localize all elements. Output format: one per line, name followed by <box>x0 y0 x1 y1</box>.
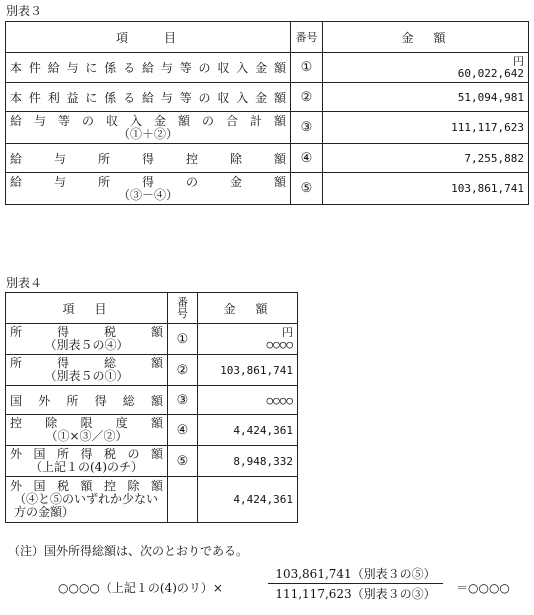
table3-row <box>6 173 529 205</box>
row-label: 給与等の収入金額の合計額 <box>10 113 286 128</box>
formula-left: ○○○○（上記１の(4)のリ）× <box>58 581 223 595</box>
table3-header-row <box>6 22 529 53</box>
table4-header-item: 項 目 <box>6 293 168 324</box>
row-number: ④ <box>291 144 323 173</box>
table3-row <box>6 53 529 83</box>
table3-header-amount: 金 額 <box>323 22 529 53</box>
row-amount: 4,424,361 <box>198 415 298 446</box>
row-number: ② <box>168 355 198 386</box>
row-number: ③ <box>168 386 198 415</box>
table4-header-row <box>6 293 298 324</box>
table4-row <box>6 477 298 523</box>
row-sublabel: （③－④） <box>117 187 178 202</box>
row-amount: 111,117,623 <box>323 112 529 144</box>
row-label: 給与所得の金額 <box>10 174 286 189</box>
row-number: ② <box>291 83 323 112</box>
row-label: 所得税額 <box>10 325 163 339</box>
table4-header-amount: 金 額 <box>198 293 298 324</box>
yen-unit: 円 <box>282 326 293 339</box>
row-amount: 103,861,741 <box>323 173 529 205</box>
row-sublabel: （④と⑤のいずれか少ない方の金額） <box>14 492 159 519</box>
table3-row <box>6 83 529 112</box>
table4 <box>5 292 298 523</box>
row-label: 外国所得税の額 <box>10 447 163 461</box>
row-sublabel: （①×③／②） <box>45 429 128 443</box>
row-number: ① <box>291 53 323 83</box>
row-sublabel: （①＋②） <box>117 126 178 141</box>
row-label: 所得総額 <box>10 356 163 370</box>
row-amount: 8,948,332 <box>198 446 298 477</box>
row-label: 国外所得総額 <box>10 393 163 408</box>
table4-row <box>6 415 298 446</box>
row-label: 外国税額控除額 <box>10 479 163 493</box>
row-amount: ○○○○ <box>266 338 293 351</box>
table3-header-item: 項 目 <box>6 22 291 53</box>
table4-header-number: 番号 <box>168 293 198 324</box>
note-text: （注）国外所得総額は、次のとおりである。 <box>8 544 249 558</box>
row-number: ③ <box>291 112 323 144</box>
table3-row <box>6 112 529 144</box>
row-amount: 60,022,642 <box>457 66 524 80</box>
row-number: ⑤ <box>168 446 198 477</box>
row-amount: 103,861,741 <box>198 355 298 386</box>
formula-right: ＝○○○○ <box>456 581 510 595</box>
formula-numerator: 103,861,741（別表３の⑤） <box>275 567 436 581</box>
row-amount: 4,424,361 <box>198 477 298 523</box>
table4-row <box>6 446 298 477</box>
table4-row <box>6 355 298 386</box>
row-number <box>168 477 198 523</box>
row-sublabel: （上記１の(4)のチ） <box>30 460 143 474</box>
table4-row <box>6 324 298 355</box>
row-label: 本件利益に係る給与等の収入金額 <box>10 90 286 105</box>
table3-header-number: 番号 <box>291 22 323 53</box>
table4-row <box>6 386 298 415</box>
row-amount: 51,094,981 <box>323 83 529 112</box>
row-label: 給与所得控除額 <box>10 151 286 166</box>
formula-denominator: 111,117,623（別表３の③） <box>275 587 436 601</box>
yen-unit: 円 <box>513 54 524 68</box>
row-amount: ○○○○ <box>198 386 298 415</box>
row-sublabel: （別表５の①） <box>44 369 129 383</box>
table3 <box>5 21 529 205</box>
table3-row <box>6 144 529 173</box>
row-sublabel: （別表５の④） <box>44 338 129 352</box>
row-number: ⑤ <box>291 173 323 205</box>
row-label: 本件給与に係る給与等の収入金額 <box>10 61 286 75</box>
formula-fraction <box>268 565 443 604</box>
row-number: ① <box>168 324 198 355</box>
table4-caption: 別表４ <box>6 276 43 290</box>
row-amount: 7,255,882 <box>323 144 529 173</box>
row-number: ④ <box>168 415 198 446</box>
formula <box>58 565 528 615</box>
table3-caption: 別表３ <box>6 4 43 18</box>
row-label: 控除限度額 <box>10 416 163 430</box>
